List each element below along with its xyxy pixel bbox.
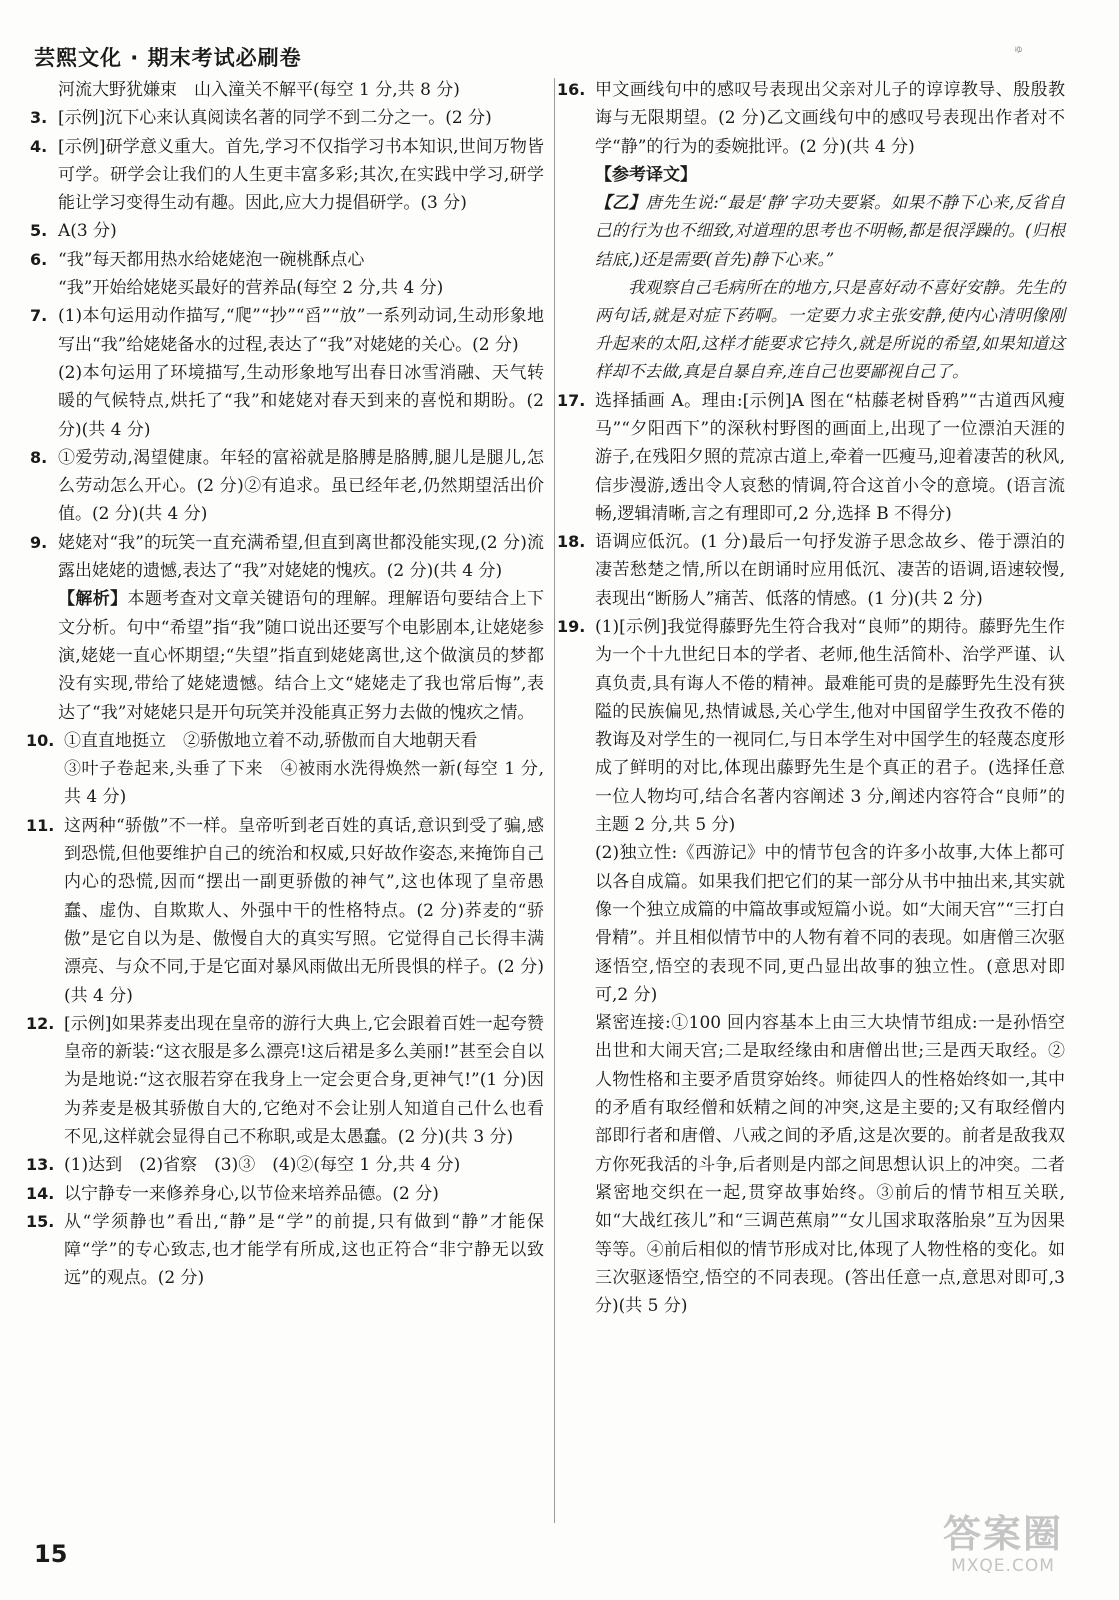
analysis-tag: 【解析】 [58, 589, 128, 610]
answer-text: [示例]研学意义重大。首先,学习不仅指学习书本知识,世间万物皆可学。研学会让我们的人生更丰富多彩;其次,在实践中学习,研学能让学习变得生动有趣。因此,应大力提倡研学。(3 分) [58, 136, 544, 214]
answer-7-part2: (2)本句运用了环境描写,生动形象地写出春日冰雪消融、天气转暖的气候特点,烘托了“我”和姥姥对春天到来的喜悦和期盼。(2 分)(共 4 分) [58, 362, 544, 440]
answer-15 [26, 1208, 544, 1293]
answer-text: (1)[示例]我觉得藤野先生符合我对“良师”的期待。藤野先生作为一个十九世纪日本的学者、老师,他生活简朴、治学严谨、认真负责,具有诲人不倦的精神。最难能可贵的是藤野先生没有狭隘的民族偏见,热情诚恳,关心学生,他对中国留学生孜孜不倦的教诲及对学生的一视同仁,与日本学生对中国学生的轻蔑态度形成了鲜明的对比,体现出藤野先生是个真正的君子。(选择任意一位人物均可,结合名著内容阐述 3 分,阐述内容符合“良师”的主题 2 分,共 5 分) [595, 616, 1065, 836]
translation-paragraph-1 [565, 189, 1065, 274]
answer-number: 9. [30, 532, 48, 552]
analysis-text: 本题考查对文章关键语句的理解。理解语句要结合上下文分析。句中“希望”指“我”随口说出还要写个电影剧本,让姥姥参演,姥姥一直心怀期望;“失望”指直到姥姥离世,这个做演员的梦都没有实现,带给了姥姥遗憾。结合上文“姥姥走了我也常后悔”,表达了“我”对姥姥只是开句玩笑并没能真正努力去做的愧疚之情。 [58, 589, 545, 723]
answer-8 [30, 444, 544, 529]
answer-19 [557, 613, 1065, 839]
answer-6-line2: “我”开始给姥姥买最好的营养品(每空 2 分,共 4 分) [58, 278, 444, 299]
answer-number: 14. [26, 1183, 55, 1203]
left-column [26, 76, 545, 1293]
answer-19-part3: 紧密连接:①100 回内容基本上由三大块情节组成:一是孙悟空出世和大闹天宫;二是取经缘由和唐僧出世;三是西天取经。②人物性格和主要矛盾贯穿始终。师徒四人的性格始终如一,其中的矛盾有取经僧和妖精之间的冲突,这是主要的;又有取经僧内部即行者和唐僧、八戒之间的矛盾,这是次要的。前者是敌我双方你死我活的斗争,后者则是内部之间思想认识上的冲突。二者紧密地交织在一起,贯穿故事始终。③前后的情节相互关联,如“大战红孩儿”和“三调芭蕉扇”“女儿国求取落胎泉”互为因果等等。④前后相似的情节形成对比,体现了人物性格的变化。如三次驱逐悟空,悟空的不同表现。(答出任意一点,意思对即可,3 分)(共 5 分) [595, 1013, 1065, 1317]
answer-text: ①爱劳动,渴望健康。年轻的富裕就是胳膊是胳膊,腿儿是腿儿,怎么劳动怎么开心。(2 分)②有追求。虽已经年老,仍然期望活出价值。(2 分)(共 4 分) [58, 447, 544, 525]
answer-2-continuation: 河流大野犹嫌束 山入潼关不解平(每空 1 分,共 8 分) [58, 80, 460, 100]
answer-19-part2: (2)独立性:《西游记》中的情节包含的许多小故事,大体上都可以各自成篇。如果我们把它们的某一部分从书中抽出来,其实就像一个独立成篇的中篇故事或短篇小说。如“大闹天宫”“三打白骨精”。并且相似情节中的人物有着不同的表现。如唐僧三次驱逐悟空,悟空的表现不同,更凸显出故事的独立性。(意思对即可,2 分) [595, 843, 1065, 1005]
answer-number: 15. [26, 1211, 55, 1231]
answer-13 [26, 1151, 544, 1179]
answer-16 [557, 76, 1065, 161]
answer-text: 从“学须静也”看出,“静”是“学”的前提,只有做到“静”才能保障“学”的专心致志,也才能学有所成,这也正符合“非宁静无以致远”的观点。(2 分) [64, 1211, 544, 1289]
answer-text: ①直直地挺立 ②骄傲地立着不动,骄傲而自大地朝天看 [64, 730, 478, 751]
answer-18 [557, 528, 1065, 613]
answer-text: “我”每天都用热水给姥姥泡一碗桃酥点心 [58, 249, 365, 270]
page-header-title: 芸熙文化 · 期末考试必刷卷 [34, 46, 302, 70]
translation-text: 唐先生说:“最是‘静’字功夫要紧。如果不静下心来,反省自己的行为也不细致,对道理的思考也不明畅,都是很浮躁的。(归根结底,)还是需要(首先)静下心来。” [595, 193, 1066, 269]
answer-4 [30, 133, 544, 218]
answer-text: (1)本句运用动作描写,“爬”“抄”“舀”“放”一系列动词,生动形象地写出“我”给姥姥备水的过程,表达了“我”对姥姥的关心。(2 分) [58, 306, 544, 355]
answer-number: 18. [557, 532, 586, 552]
answer-number: 4. [30, 136, 48, 156]
answer-text: 选择插画 A。理由:[示例]A 图在“枯藤老树昏鸦”“古道西风瘦马”“夕阳西下”的深秋村野图的画面上,出现了一位漂泊天涯的游子,在残阳夕照的荒凉古道上,牵着一匹瘦马,迎着凄苦的秋风,信步漫游,透出令人哀愁的情调,符合这首小令的意境。(语言流畅,逻辑清晰,言之有理即可,2 分,选择 B 不得分) [595, 390, 1065, 524]
page-number: 15 [34, 1540, 68, 1568]
answer-6 [30, 246, 544, 274]
answer-12 [26, 1010, 544, 1151]
answer-number: 3. [30, 108, 48, 128]
answer-text: (1)达到 (2)省察 (3)③ (4)②(每空 1 分,共 4 分) [64, 1155, 461, 1176]
answer-number: 7. [30, 306, 48, 326]
translation-paragraph-2: 我观察自己毛病所在的地方,只是喜好动不喜好安静。先生的两句话,就是对症下药啊。一定要力求主张安静,使内心清明像刚升起来的太阳,这样才能要求它持久,就是所说的希望,如果知道这样却不去做,真是自暴自弃,连自己也要鄙视自己了。 [595, 277, 1065, 382]
answer-text: 语调应低沉。(1 分)最后一句抒发游子思念故乡、倦于漂泊的凄苦愁楚之情,所以在朗诵时应用低沉、凄苦的语调,语速较慢,表现出“断肠人”痛苦、低落的情感。(1 分)(共 2 分) [595, 532, 1065, 609]
watermark-logo-text: 答案圈 [942, 1512, 1063, 1556]
answer-10 [26, 727, 544, 755]
answer-text: [示例]沉下心来认真阅读名著的同学不到二分之一。(2 分) [58, 108, 492, 129]
answer-number: 13. [26, 1155, 55, 1175]
answer-17 [557, 387, 1065, 528]
answer-text: A(3 分) [58, 221, 117, 242]
answer-number: 10. [26, 730, 55, 750]
answer-10-line2: ③叶子卷起来,头垂了下来 ④被雨水洗得焕然一新(每空 1 分,共 4 分) [64, 759, 544, 808]
answer-text: 以宁静专一来修养身心,以节俭来培养品德。(2 分) [64, 1183, 439, 1204]
reference-translation-title: 【参考译文】 [595, 164, 697, 185]
answer-number: 19. [557, 616, 586, 636]
answer-3 [30, 104, 544, 132]
answer-number: 11. [26, 815, 55, 835]
answer-number: 6. [30, 249, 48, 269]
column-divider [554, 78, 555, 1523]
translation-tag: 【乙】 [595, 193, 646, 213]
answer-11 [26, 812, 544, 1010]
answer-7 [30, 302, 544, 359]
answer-number: 16. [557, 80, 586, 99]
answer-text: 这两种“骄傲”不一样。皇帝听到老百姓的真话,意识到受了骗,感到恐慌,但他要维护自己的统治和权威,只好故作姿态,来掩饰自己内心的恐慌,因而“摆出一副更骄傲的神气”,这也体现了皇帝愚蠢、虚伪、自欺欺人、外强中干的性格特点。(2 分)荞麦的“骄傲”是它自以为是、傲慢自大的真实写照。它觉得自己长得丰满漂亮、与众不同,于是它面对暴风雨做出无所畏惧的样子。(2 分)(共 4 分) [64, 815, 544, 1006]
answer-9-analysis [34, 585, 544, 726]
answer-number: 8. [30, 447, 48, 467]
answer-text: [示例]如果荞麦出现在皇帝的游行大典上,它会跟着百姓一起夸赞皇帝的新装:“这衣服是多么漂亮!这后裙是多么美丽!”甚至会自以为是地说:“这衣服若穿在我身上一定会更合身,更神气!”(1 分)因为荞麦是极其骄傲自大的,它绝对不会让别人知道自己什么也看不见,这样就会显得自己不称职,或是太愚蠢。(2 分)(共 3 分) [64, 1013, 544, 1147]
corner-mark: ゅ [1013, 42, 1024, 55]
answer-14 [26, 1180, 544, 1208]
answer-9 [30, 529, 544, 586]
answer-5 [30, 217, 544, 245]
answer-text: 甲文画线句中的感叹号表现出父亲对儿子的谆谆教导、殷殷教诲与无限期望。(2 分)乙文画线句中的感叹号表现出作者对不学“静”的行为的委婉批评。(2 分)(共 4 分) [595, 80, 1065, 157]
right-column [557, 76, 1066, 1320]
answer-number: 5. [30, 221, 48, 241]
answer-number: 17. [557, 390, 586, 410]
watermark-logo [905, 1512, 1101, 1594]
answer-number: 12. [26, 1013, 55, 1033]
watermark-url: MXQE.COM [951, 1556, 1055, 1576]
answer-text: 姥姥对“我”的玩笑一直充满希望,但直到离世都没能实现,(2 分)流露出姥姥的遗憾,表达了“我”对姥姥的愧疚。(2 分)(共 4 分) [58, 532, 544, 582]
